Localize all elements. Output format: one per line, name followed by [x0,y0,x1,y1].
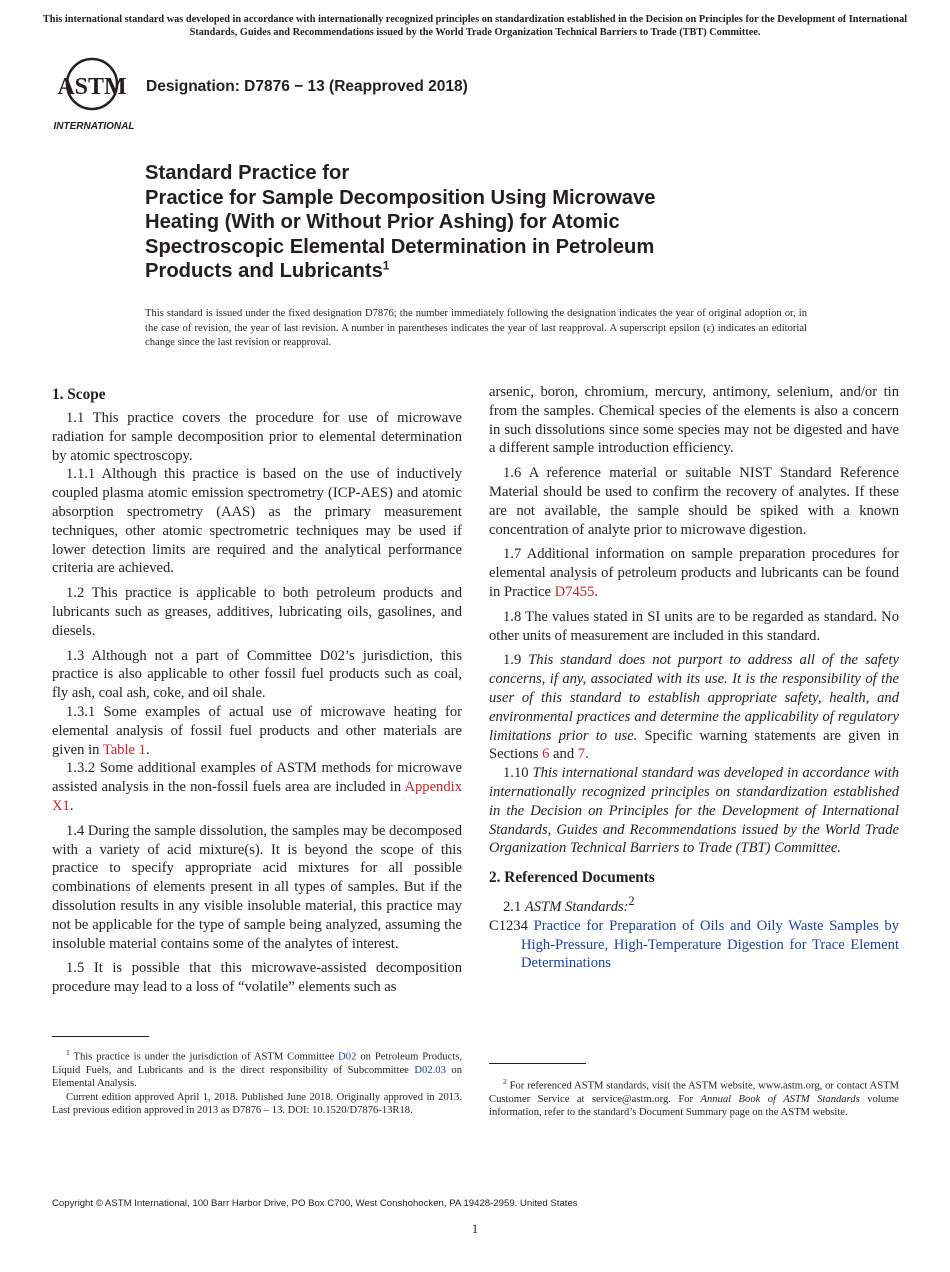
paragraph-1-7: 1.7 Additional information on sample preparation procedures for elemental analysis of petroleum products and lubricants can be found in Practice D7455. [489,546,899,600]
document-title [145,161,845,284]
d02-link[interactable]: D02 [338,1051,357,1063]
designation: Designation: D7876 − 13 (Reapproved 2018) [146,78,468,95]
title-line: Products and Lubricants$^1$ [145,258,390,282]
svg-text:INTERNATIONAL: INTERNATIONAL [53,121,135,132]
footnote-divider [52,1036,149,1037]
astm-logo-mark [57,59,126,109]
appendix-x1-link[interactable]: Appendix X1 [52,779,462,814]
table-1-link[interactable]: Table 1 [102,741,146,758]
paragraph-1-5-continued: arsenic, boron, chromium, mercury, antimony, selenium, and/or tin from the samples. Chemical species of the elements is also a concern in such dissolutions since some species may not be digested and have a different sample introduction efficiency. [489,384,899,457]
paragraph-1-4: 1.4 During the sample dissolution, the samples may be decomposed with a variety of acid mixture(s). It is beyond the scope of this practice to specify appropriate acid mixtures for all possible combinations of elements present in all types of samples. But if the dissolution results in any visible insoluble material, this practice may not be applicable for the type of sample being analyzed, assuming the insoluble material contains some of the analytes of interest. [52,822,462,952]
paragraph-2-1: 2.1 ASTM Standards:$^2$ [503,894,635,915]
footnote-1-text: $^1$ This practice is under the jurisdiction of ASTM Committee D02 on Petroleum Products, Liquid Fuels, and Lubricants and is the direct responsibility of Subcommittee D02.03 on Elemental Analysis. [52,1048,463,1090]
paragraph-1-9: 1.9 This standard does not purport to address all of the safety concerns, if any, associated with its use. It is the responsibility of the user of this standard to establish appropriate safety, health, and environmental practices and determine the applicability of regulatory limitations prior to use. Specific warning statements are given in Sections 6 and 7. [489,652,900,763]
paragraph-1-3-1: 1.3.1 Some examples of actual use of microwave heating for elemental analysis of fossil fuel products and other materials are given in Table 1. [52,703,462,758]
footnote-divider [489,1063,586,1064]
right-column [489,383,899,979]
section-heading-referenced-documents: 2. Referenced Documents [489,869,655,887]
left-column [52,385,462,997]
section-heading-scope: 1. Scope [52,386,106,403]
paragraph-1-5: 1.5 It is possible that this microwave-assisted decomposition procedure may lead to a loss of “volatile” elements such as [52,960,462,996]
paragraph-1-6: 1.6 A reference material or suitable NIST Standard Reference Material should be used to confirm the recovery of analytes. If these are not available, the sample should be spiked with a known concentration of analyte prior to microwave digestion. [489,465,899,538]
paragraph-1-1: 1.1 This practice covers the procedure for use of microwave radiation for sample decomposition prior to elemental determination by atomic spectroscopy. [52,410,462,464]
section-6-link[interactable]: 6 [542,746,550,763]
paragraph-1-10: 1.10 This international standard was developed in accordance with internationally recognized principles on standardization established in the Decision on Principles for the Development of International Standards, Guides and Recommendations issued by the World Trade Organization Technical Barriers to Trade (TBT) Committee. [489,765,900,857]
footnote-2 [489,1075,899,1120]
page-number: 1 [471,1221,479,1236]
title-line: Spectroscopic Elemental Determination in Petroleum [145,235,655,258]
title-line: Heating (With or Without Prior Ashing) for Atomic [145,211,620,233]
paragraph-1-3-2: 1.3.2 Some additional examples of ASTM methods for microwave assisted analysis in the non-fossil fuels area are included in Appendix X1. [52,760,462,814]
footnote-1-edition: Current edition approved April 1, 2018. Published June 2018. Originally approved in 2013. Last previous edition approved in 2013 as D7876 – 13. DOI: 10.1520/D7876-13R18. [52,1091,462,1117]
footnote-1 [52,1046,462,1118]
title-line: Standard Practice for [145,162,350,184]
footnote-2-mark[interactable]: 2 [628,894,635,909]
c1234-link[interactable]: Practice for Preparation of Oils and Oily Waste Samples by High-Pressure, High-Temperature Digestion for Trace Element Determinations [521,917,899,972]
d02-03-link[interactable]: D02.03 [414,1064,446,1076]
svg-text:ASTM: ASTM [57,74,127,100]
astm-logo [52,56,136,134]
reference-c1234: C1234 Practice for Preparation of Oils and Oily Waste Samples by High-Pressure, High-Temperature Digestion for Trace Element Determinations [489,917,899,972]
title-line: Practice for Sample Decomposition Using Microwave [145,186,656,209]
trade-notice: This international standard was developed in accordance with internationally recognized principles on standardization established in the Decision on Principles for the Development of International Standards, Guides and Recommendations issued by the World Trade Organization Technical Barriers to Trade (TBT) Committee. [42,14,908,38]
paragraph-1-3: 1.3 Although not a part of Committee D02’s jurisdiction, this practice is also applicable to other fossil fuel products such as coal, fly ash, coal ash, coke, and oil shale. [52,647,462,702]
section-7-link[interactable]: 7 [577,746,586,763]
copyright-line: Copyright © ASTM International, 100 Barr Harbor Drive, PO Box C700, West Conshohocken, PA 19428-2959. United States [52,1198,578,1209]
paragraph-1-2: 1.2 This practice is applicable to both petroleum products and lubricants such as greases, additives, lubricating oils, gasolines, and diesels. [52,585,462,639]
footnote-2-text: $^2$ For referenced ASTM standards, visit the ASTM website, www.astm.org, or contact ASTM Customer Service at service@astm.org. For Annual Book of ASTM Standards volume information, refer to the standard’s Document Summary page on the ASTM website. [489,1077,899,1119]
d7455-link[interactable]: D7455 [554,583,595,600]
paragraph-1-8: 1.8 The values stated in SI units are to be regarded as standard. No other units of measurement are included in this standard. [489,608,899,644]
title-footnote-mark[interactable]: 1 [382,258,390,273]
fixed-designation-note: This standard is issued under the fixed designation D7876; the number immediately following the designation indicates the year of original adoption or, in the case of revision, the year of last revision. A number in parentheses indicates the year of last reapproval. A superscript epsilon (ε) indicates an editorial change since the last revision or reapproval. [145,308,807,348]
paragraph-1-1-1: 1.1.1 Although this practice is based on the use of inductively coupled plasma atomic emission spectrometry (ICP-AES) and atomic absorption spectrometry (AAS) as the primary measurement techniques, other atomic spectrometric techniques may be used if lower detection limits are required and the analytical performance criteria are achieved. [52,466,462,577]
